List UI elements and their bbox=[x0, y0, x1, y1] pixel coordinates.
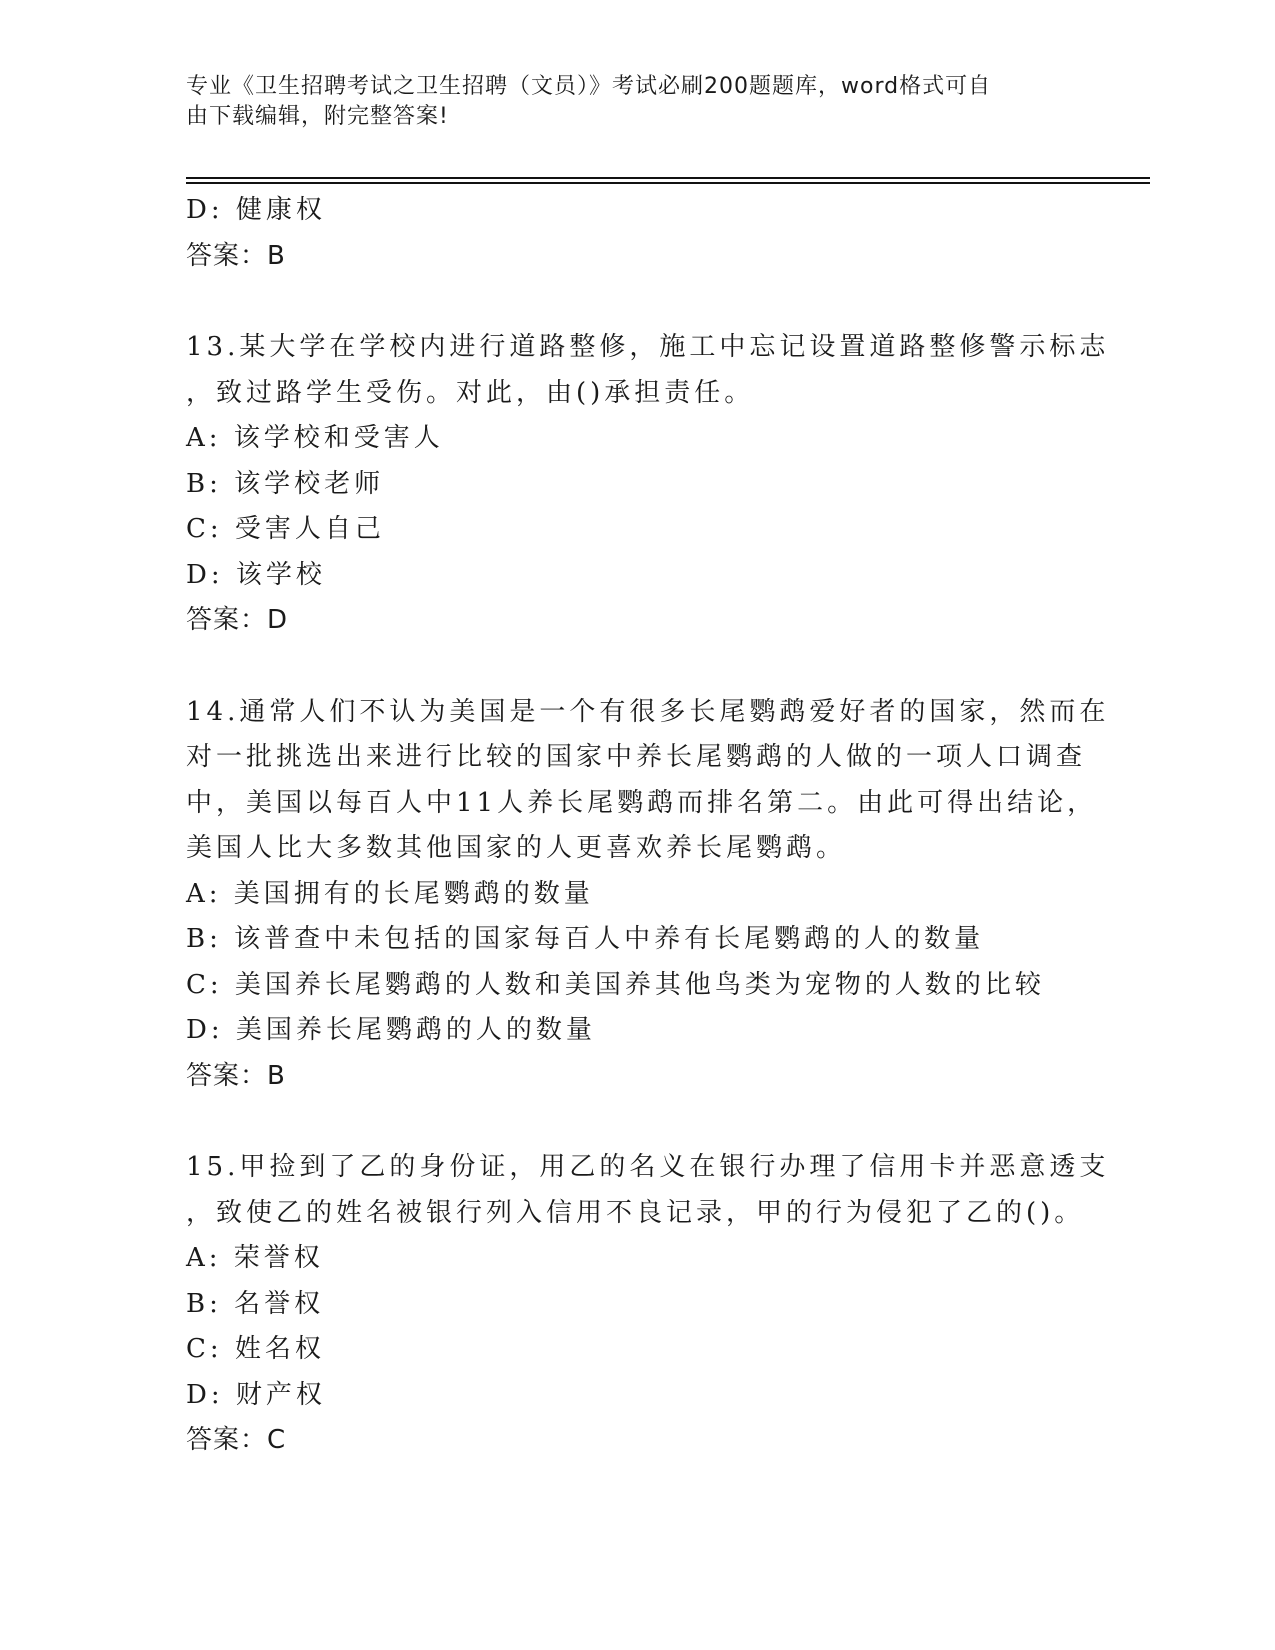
question-15 bbox=[186, 1145, 1110, 1464]
answer-label: 答案：D bbox=[186, 605, 289, 635]
spacer bbox=[186, 279, 1086, 325]
question-13 bbox=[186, 325, 1110, 644]
header-line-1: 专业《卫生招聘考试之卫生招聘（文员）》考试必刷200题题库，word格式可自 bbox=[186, 74, 992, 99]
answer-label: 答案：B bbox=[186, 1060, 286, 1091]
option-c: C: 美国养长尾鹦鹉的人数和美国养其他鸟类为宠物的人数的比较 bbox=[186, 969, 1045, 1000]
option-b: B: 名誉权 bbox=[186, 1288, 325, 1319]
question-stem-line: 13.某大学在学校内进行道路整修，施工中忘记设置道路整修警示标志 bbox=[186, 332, 1110, 362]
option-c: C: 姓名权 bbox=[186, 1334, 325, 1364]
option-d: D: 美国养长尾鹦鹉的人的数量 bbox=[186, 1015, 596, 1045]
option-d: D: 健康权 bbox=[186, 195, 326, 225]
option-b: B: 该学校老师 bbox=[186, 468, 385, 499]
option-c: C: 受害人自己 bbox=[186, 514, 385, 544]
option-a: A: 荣誉权 bbox=[186, 1243, 324, 1273]
question-stem-line: 14.通常人们不认为美国是一个有很多长尾鹦鹉爱好者的国家，然而在 bbox=[186, 696, 1110, 727]
header-divider-bottom bbox=[186, 182, 1150, 184]
question-stem-line: 美国人比大多数其他国家的人更喜欢养长尾鹦鹉。 bbox=[186, 833, 847, 863]
question-12-tail bbox=[186, 188, 1086, 279]
option-d: D: 该学校 bbox=[186, 559, 326, 590]
header-line-2: 由下载编辑，附完整答案! bbox=[186, 104, 449, 129]
answer-label: 答案：B bbox=[186, 240, 286, 271]
question-stem-line: 对一批挑选出来进行比较的国家中养长尾鹦鹉的人做的一项人口调查 bbox=[186, 742, 1087, 772]
question-14 bbox=[186, 690, 1110, 1100]
answer-label: 答案：C bbox=[186, 1425, 287, 1455]
spacer bbox=[186, 644, 1086, 690]
option-a: A: 该学校和受害人 bbox=[186, 423, 444, 453]
question-stem-line: ，致使乙的姓名被银行列入信用不良记录，甲的行为侵犯了乙的()。 bbox=[186, 1197, 1085, 1228]
option-d: D: 财产权 bbox=[186, 1379, 326, 1410]
spacer bbox=[186, 1099, 1086, 1145]
option-b: B: 该普查中未包括的国家每百人中养有长尾鹦鹉的人的数量 bbox=[186, 924, 985, 954]
option-a: A: 美国拥有的长尾鹦鹉的数量 bbox=[186, 878, 594, 909]
question-stem-line: 15.甲捡到了乙的身份证，用乙的名义在银行办理了信用卡并恶意透支 bbox=[186, 1152, 1110, 1182]
page-header bbox=[186, 72, 1066, 132]
header-divider-top bbox=[186, 177, 1150, 179]
question-stem-line: ，致过路学生受伤。对此，由()承担责任。 bbox=[186, 377, 755, 408]
question-list bbox=[186, 188, 1110, 1464]
question-stem-line: 中，美国以每百人中11人养长尾鹦鹉而排名第二。由此可得出结论， bbox=[186, 787, 1098, 818]
